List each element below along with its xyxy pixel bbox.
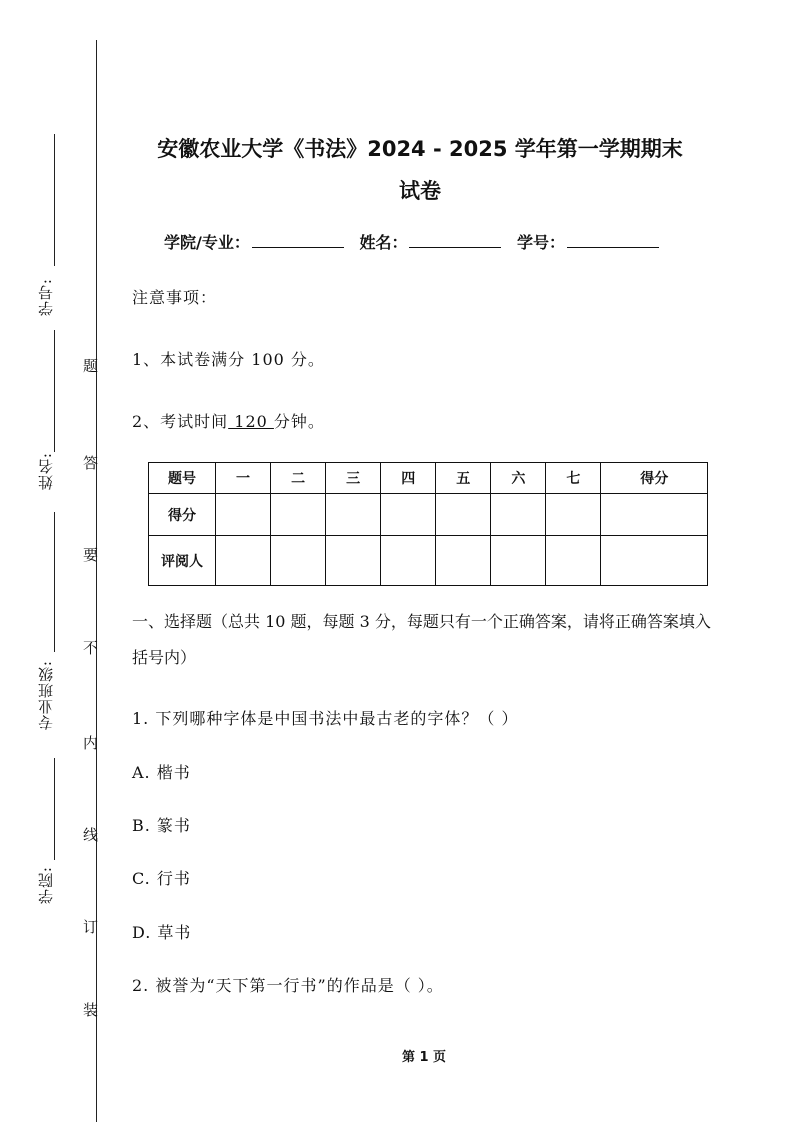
binding-char: 装 <box>81 1002 99 1017</box>
header-cell: 一 <box>216 463 271 494</box>
score-cell[interactable] <box>601 494 708 536</box>
score-table <box>148 462 708 586</box>
binding-char: 不 <box>81 640 99 655</box>
name-field[interactable] <box>409 233 501 248</box>
college-label: 学院: <box>37 866 55 905</box>
score-cell[interactable] <box>271 494 326 536</box>
binding-char: 题 <box>81 358 99 373</box>
row-label: 得分 <box>149 494 216 536</box>
score-cell[interactable] <box>436 494 491 536</box>
reviewer-cell[interactable] <box>436 536 491 586</box>
score-row <box>149 494 708 536</box>
reviewer-cell[interactable] <box>601 536 708 586</box>
exam-duration: 120 <box>228 412 274 431</box>
reviewer-cell[interactable] <box>216 536 271 586</box>
header-cell: 二 <box>271 463 326 494</box>
note-item-2-prefix: 2、考试时间 <box>132 412 229 431</box>
header-cell: 六 <box>491 463 546 494</box>
row-label: 评阅人 <box>149 536 216 586</box>
student-id-label-inline: 学号： <box>517 233 566 252</box>
section-1-heading: 一、选择题（总共 10 题，每题 3 分，每题只有一个正确答案，请将正确答案填入括号内） <box>132 612 711 667</box>
question-2-stem: 2. 被誉为“天下第一行书”的作品是（ ）。 <box>132 976 444 995</box>
student-id-blank-line <box>54 134 55 266</box>
exam-title <box>120 128 720 212</box>
name-label: 姓名: <box>37 452 55 491</box>
score-cell[interactable] <box>491 494 546 536</box>
reviewer-cell[interactable] <box>271 536 326 586</box>
question-1-option-c[interactable]: C. 行书 <box>132 869 191 888</box>
header-cell: 四 <box>381 463 436 494</box>
note-item-1: 1、本试卷满分 100 分。 <box>132 350 325 369</box>
reviewer-cell[interactable] <box>491 536 546 586</box>
major-class-label: 专业班级: <box>37 660 55 731</box>
binding-line <box>96 40 97 1122</box>
page-number: 第 1 页 <box>401 1050 447 1065</box>
student-id-field[interactable] <box>567 233 659 248</box>
reviewer-cell[interactable] <box>381 536 436 586</box>
reviewer-cell[interactable] <box>546 536 601 586</box>
binding-char: 线 <box>81 827 99 842</box>
name-blank-line <box>54 330 55 452</box>
student-id-label: 学号: <box>37 278 55 317</box>
header-cell: 得分 <box>601 463 708 494</box>
note-item-2 <box>132 409 325 432</box>
name-label-inline: 姓名： <box>359 233 408 252</box>
header-cell: 七 <box>546 463 601 494</box>
score-cell[interactable] <box>381 494 436 536</box>
question-1-option-a[interactable]: A. 楷书 <box>132 763 191 782</box>
score-cell[interactable] <box>216 494 271 536</box>
college-blank-line <box>54 758 55 860</box>
question-1-stem: 1. 下列哪种字体是中国书法中最古老的字体？（ ） <box>132 709 519 728</box>
reviewer-row <box>149 536 708 586</box>
binding-char: 要 <box>81 547 99 562</box>
binding-char: 答 <box>81 455 99 470</box>
notes-heading: 注意事项： <box>132 288 218 307</box>
question-1-option-b[interactable]: B. 篆书 <box>132 816 191 835</box>
score-cell[interactable] <box>546 494 601 536</box>
binding-char: 内 <box>81 735 99 750</box>
exam-title-line2: 试卷 <box>399 179 441 203</box>
student-info <box>164 230 669 253</box>
college-major-field[interactable] <box>252 233 344 248</box>
reviewer-cell[interactable] <box>326 536 381 586</box>
score-table-header-row <box>149 463 708 494</box>
header-cell: 三 <box>326 463 381 494</box>
college-major-label: 学院/专业： <box>164 233 250 252</box>
binding-char: 订 <box>81 919 99 934</box>
header-cell: 五 <box>436 463 491 494</box>
major-class-blank-line <box>54 512 55 652</box>
note-item-2-suffix: 分钟。 <box>273 412 325 431</box>
score-cell[interactable] <box>326 494 381 536</box>
header-cell: 题号 <box>149 463 216 494</box>
question-1-option-d[interactable]: D. 草书 <box>132 923 192 942</box>
exam-title-line1: 安徽农业大学《书法》2024 - 2025 学年第一学期期末 <box>157 137 683 161</box>
